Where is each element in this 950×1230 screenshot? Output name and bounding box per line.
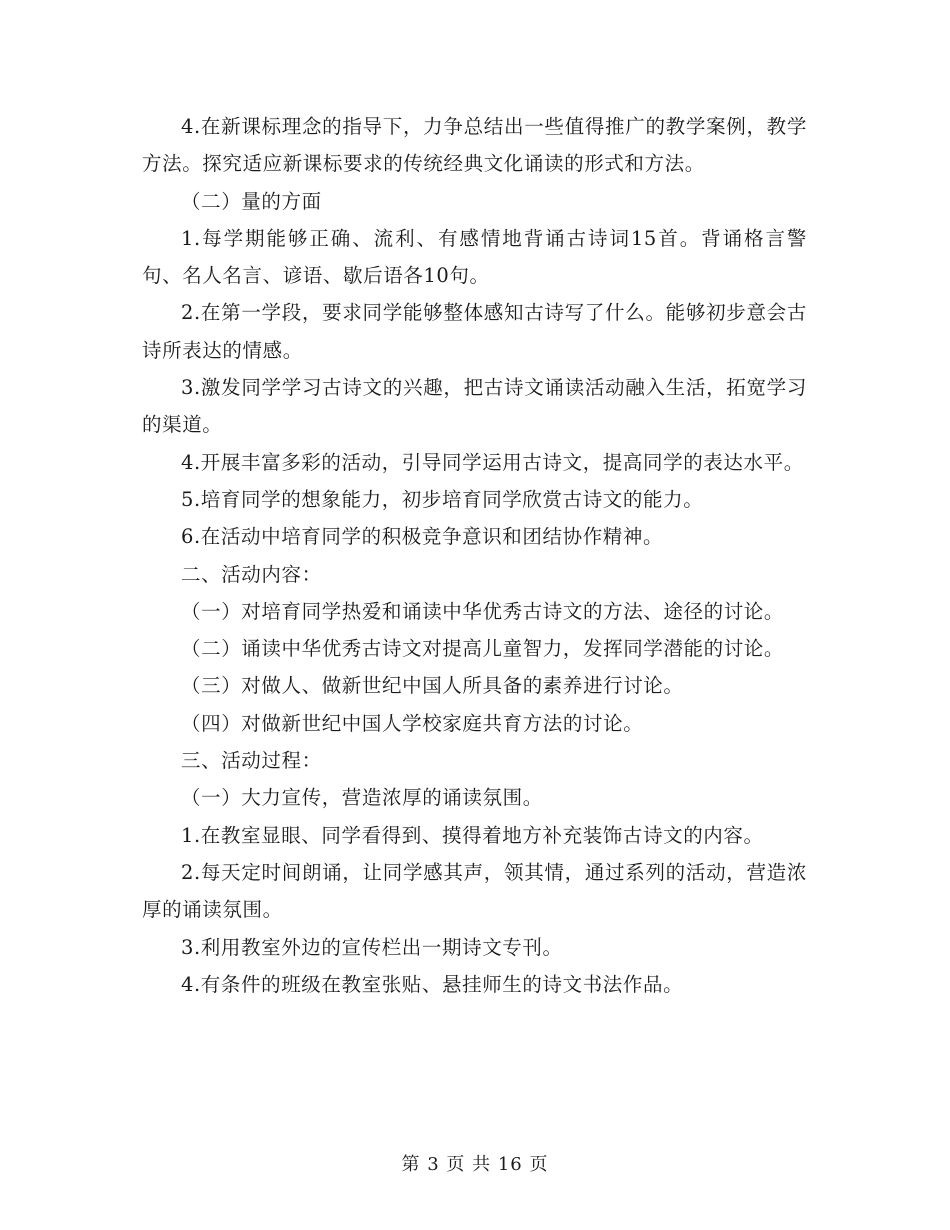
paragraph: （三）对做人、做新世纪中国人所具备的素养进行讨论。 (181, 674, 684, 698)
paragraph: （四）对做新世纪中国人学校家庭共育方法的讨论。 (181, 711, 644, 735)
document-body (142, 108, 807, 1003)
paragraph: 6.在活动中培育同学的积极竞争意识和团结协作精神。 (181, 525, 664, 549)
paragraph: 3.激发同学学习古诗文的兴趣，把古诗文诵读活动融入生活，拓宽学习的渠道。 (142, 376, 807, 437)
paragraph: 3.利用教室外边的宣传栏出一期诗文专刊。 (181, 935, 563, 959)
section-heading: （二）量的方面 (181, 189, 322, 213)
section-heading: 二、活动内容： (181, 562, 322, 586)
page-number: 第 3 页 共 16 页 (401, 1154, 549, 1175)
paragraph: 4.在新课标理念的指导下，力争总结出一些值得推广的教学案例，教学方法。探究适应新课标要求的传统经典文化诵读的形式和方法。 (142, 115, 807, 176)
section-heading: 三、活动过程： (181, 749, 322, 773)
paragraph: 2.每天定时间朗诵，让同学感其声，领其情，通过系列的活动，营造浓厚的诵读氛围。 (142, 860, 807, 922)
paragraph: （二）诵读中华优秀古诗文对提高儿童智力，发挥同学潜能的讨论。 (181, 637, 785, 661)
paragraph: 5.培育同学的想象能力，初步培育同学欣赏古诗文的能力。 (181, 487, 704, 511)
paragraph: 1.在教室显眼、同学看得到、摸得着地方补充装饰古诗文的内容。 (181, 823, 764, 847)
paragraph: 4.有条件的班级在教室张贴、悬挂师生的诗文书法作品。 (181, 972, 684, 996)
paragraph: 1.每学期能够正确、流利、有感情地背诵古诗词15首。背诵格言警句、名人名言、谚语、歇后语各10句。 (142, 226, 807, 288)
subsection-heading: （一）大力宣传，营造浓厚的诵读氛围。 (181, 786, 543, 810)
paragraph: （一）对培育同学热爱和诵读中华优秀古诗文的方法、途径的讨论。 (181, 599, 785, 623)
paragraph: 2.在第一学段，要求同学能够整体感知古诗写了什么。能够初步意会古诗所表达的情感。 (142, 301, 807, 362)
paragraph: 4.开展丰富多彩的活动，引导同学运用古诗文，提高同学的表达水平。 (181, 450, 804, 474)
